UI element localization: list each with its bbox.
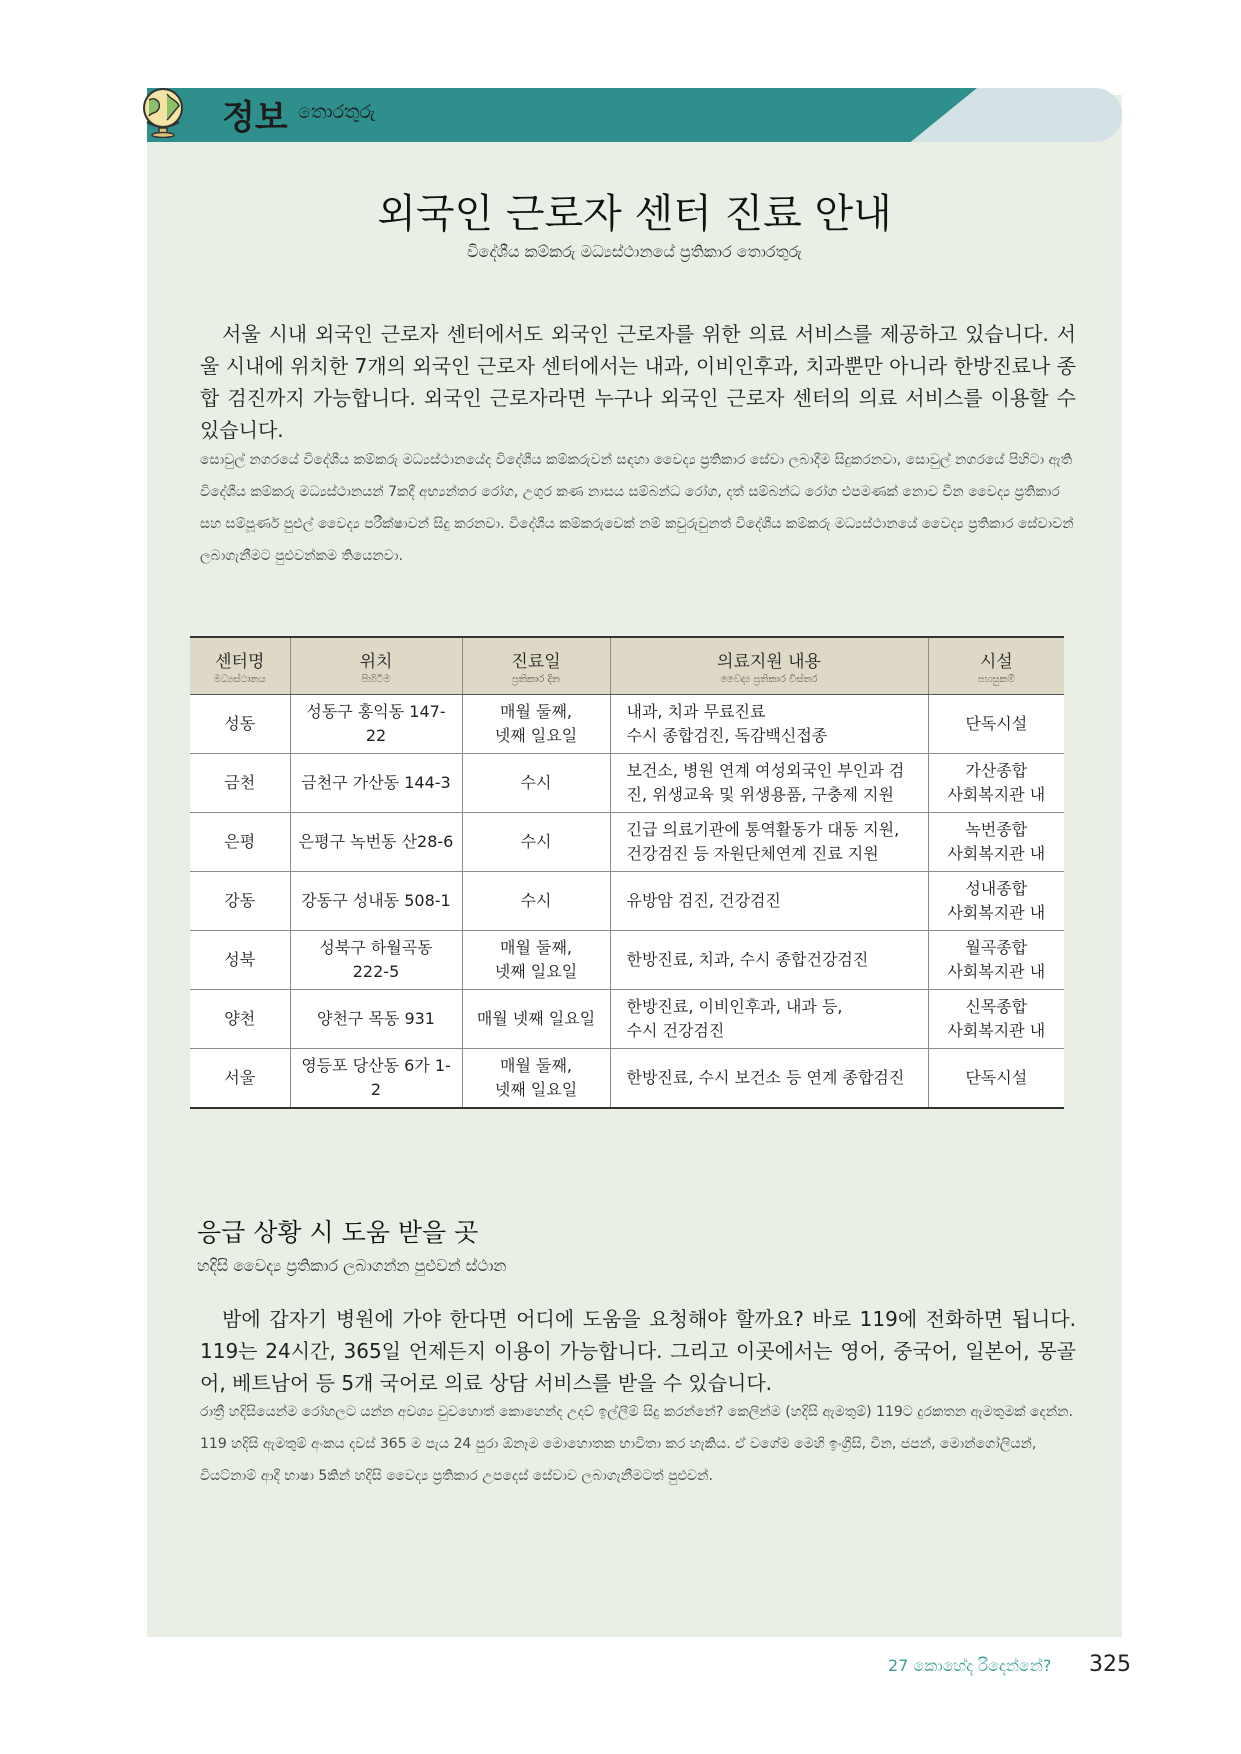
chapter-label: 27 කොහේද රිදෙන්නේ? <box>888 1656 1052 1675</box>
center-facility: 성내종합 사회복지관 내 <box>928 872 1064 931</box>
center-location: 은평구 녹번동 산28-6 <box>290 813 462 872</box>
center-facility: 단독시설 <box>928 695 1064 754</box>
col-header: 시설 පහසුකම් <box>928 637 1064 695</box>
center-services: 한방진료, 수시 보건소 등 연계 종합검진 <box>610 1049 928 1109</box>
col-header: 위치 පිහිටීම <box>290 637 462 695</box>
center-location: 강동구 성내동 508-1 <box>290 872 462 931</box>
center-facility: 녹번종합 사회복지관 내 <box>928 813 1064 872</box>
center-location: 성동구 홍익동 147-22 <box>290 695 462 754</box>
center-facility: 신목종합 사회복지관 내 <box>928 990 1064 1049</box>
center-services: 유방암 검진, 건강검진 <box>610 872 928 931</box>
page-number: 325 <box>1089 1652 1131 1677</box>
intro-paragraph: 서울 시내 외국인 근로자 센터에서도 외국인 근로자를 위한 의료 서비스를 제공하고 있습니다. 서울 시내에 위치한 7개의 외국인 근로자 센터에서는 내과, 이비인후과, 치과뿐만 아니라 한방진료나 종합 검진까지 가능합니다. 외국인 근로자라면 누구나 외국인 근로자 센터의 의료 서비스를 이용할 수 있습니다. <box>200 322 1076 442</box>
center-location: 양천구 목동 931 <box>290 990 462 1049</box>
center-facility: 가산종합 사회복지관 내 <box>928 754 1064 813</box>
center-days: 매월 넷째 일요일 <box>462 990 610 1049</box>
center-location: 금천구 가산동 144-3 <box>290 754 462 813</box>
table-row <box>190 872 1064 931</box>
center-services: 내과, 치과 무료진료 수시 종합검진, 독감백신접종 <box>610 695 928 754</box>
center-services: 한방진료, 치과, 수시 종합건강검진 <box>610 931 928 990</box>
emergency-paragraph-sinhala: රාත්‍රී හදිසියෙන්ම රෝහලට යන්න අවශ්‍ය වුවහොත් කොහෙන්ද උදව් ඉල්ලීම් සිදු කරන්නේ? කෙලින්ම (හදිසි ඇමතුම්) 119ට දුරකතන ඇමතුමක් දෙන්න. 119 හදිසි ඇමතුම් අංකය දවස් 365 ම පැය 24 පුරා ඕනෑම මොහොතක භාවිතා කර හැකිය. ඒ වගේම මෙහි ඉංග්‍රීසි, චීන, ජපන්, මොන්ගෝලියන්, වියට්නාම් ආදී භාෂා 5කින් හදිසි වෛද්‍ය ප්‍රතිකාර උපදෙස් සේවාව ලබාගැනීමටත් පුළුවන්. <box>200 1404 1073 1484</box>
center-name: 양천 <box>190 990 290 1049</box>
table-row <box>190 695 1064 754</box>
section-label: 정보 <box>222 98 288 138</box>
center-name: 강동 <box>190 872 290 931</box>
page-title: 외국인 근로자 센터 진료 안내 <box>377 191 892 237</box>
center-days: 매월 둘째, 넷째 일요일 <box>462 1049 610 1109</box>
center-facility: 월곡종합 사회복지관 내 <box>928 931 1064 990</box>
center-days: 매월 둘째, 넷째 일요일 <box>462 695 610 754</box>
center-days: 수시 <box>462 754 610 813</box>
table-row <box>190 931 1064 990</box>
center-services: 긴급 의료기관에 통역활동가 대동 지원, 건강검진 등 자원단체연계 진료 지원 <box>610 813 928 872</box>
col-header: 의료지원 내용 වෛද්‍ය ප්‍රතිකාර විස්තර <box>610 637 928 695</box>
table-row <box>190 813 1064 872</box>
center-location: 영등포 당산동 6가 1-2 <box>290 1049 462 1109</box>
section-label-sinhala: තොරතුරු <box>298 101 376 123</box>
center-days: 수시 <box>462 813 610 872</box>
col-header: 센터명 මධ්‍යස්ථානය <box>190 637 290 695</box>
center-name: 서울 <box>190 1049 290 1109</box>
center-services: 한방진료, 이비인후과, 내과 등, 수시 건강검진 <box>610 990 928 1049</box>
emergency-paragraph: 밤에 갑자기 병원에 가야 한다면 어디에 도움을 요청해야 할까요? 바로 119에 전화하면 됩니다. 119는 24시간, 365일 언제든지 이용이 가능합니다. 그리고 이곳에서는 영어, 중국어, 일본어, 몽골어, 베트남어 등 5개 국어로 의료 상담 서비스를 받을 수 있습니다. <box>200 1307 1076 1395</box>
center-table <box>190 636 1064 1109</box>
center-name: 성북 <box>190 931 290 990</box>
center-name: 금천 <box>190 754 290 813</box>
table-row <box>190 990 1064 1049</box>
table-header-row <box>190 637 1064 695</box>
center-location: 성북구 하월곡동 222-5 <box>290 931 462 990</box>
center-days: 수시 <box>462 872 610 931</box>
emergency-heading-sinhala: හදිසි වෛද්‍ය ප්‍රතිකාර ලබාගන්න පුළුවන් ස්ථාන <box>197 1256 507 1275</box>
globe-icon <box>139 86 187 138</box>
center-services: 보건소, 병원 연계 여성외국인 부인과 검 진, 위생교육 및 위생용품, 구충제 지원 <box>610 754 928 813</box>
col-header: 진료일 ප්‍රතිකාර දින <box>462 637 610 695</box>
table-row <box>190 754 1064 813</box>
emergency-heading: 응급 상황 시 도움 받을 곳 <box>197 1218 479 1247</box>
center-name: 은평 <box>190 813 290 872</box>
intro-paragraph-sinhala: සොවුල් නගරයේ විදේශීය කම්කරු මධ්‍යස්ථානයේද විදේශීය කම්කරුවන් සඳහා වෛද්‍ය ප්‍රතිකාර සේවා ලබාදීම සිදුකරනවා, සොවුල් නගරයේ පිහිටා ඇති විදේශීය කම්කරු මධ්‍යස්ථානයන් 7කදී අභ්‍යන්තර රෝග, උගුර කණ නාසය සම්බන්ධ රෝග, දත් සම්බන්ධ රෝග එපමණක් නොව චීන වෛද්‍ය ප්‍රතිකාර සහ සම්පූර්ණ පුළුල් වෛද්‍ය පරීක්ෂාවන් සිදු කරනවා. විදේශීය කම්කරුවෙක් නම් කවුරුවුනත් විදේශීය කම්කරු මධ්‍යස්ථානයේ වෛද්‍ය ප්‍රතිකාර සේවාවන් ලබාගැනීමට පුළුවන්කම තියෙනවා. <box>200 452 1074 564</box>
center-days: 매월 둘째, 넷째 일요일 <box>462 931 610 990</box>
table-row <box>190 1049 1064 1109</box>
center-facility: 단독시설 <box>928 1049 1064 1109</box>
center-name: 성동 <box>190 695 290 754</box>
page-subtitle: විදේශීය කම්කරු මධ්‍යස්ථානයේ ප්‍රතිකාර තොරතුරු <box>467 242 802 261</box>
